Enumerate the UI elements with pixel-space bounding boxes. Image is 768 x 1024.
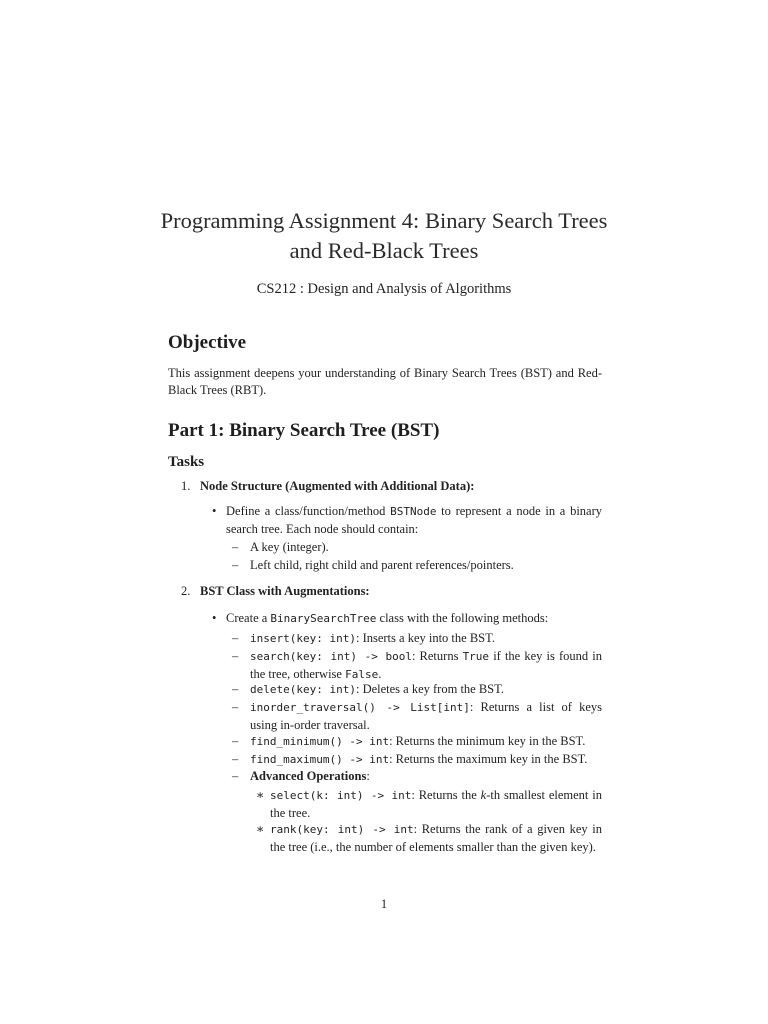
code-fragment: False xyxy=(345,667,379,681)
task-number: 1. xyxy=(181,479,191,493)
method-signature: find_maximum() -> int xyxy=(250,753,390,766)
method-text xyxy=(250,630,602,648)
dash-marker: – xyxy=(232,682,239,696)
dash-marker: – xyxy=(232,734,239,748)
method-text xyxy=(250,648,602,683)
dash-marker: – xyxy=(232,752,239,766)
method-description: : Inserts a key into the BST. xyxy=(355,631,495,645)
method-text xyxy=(270,821,602,855)
method-description: : Returns a list of keys using in-order traversal. xyxy=(250,700,603,732)
method-signature: insert(key: int) xyxy=(250,632,356,645)
method-description: if the key is found in the tree, otherwise xyxy=(250,649,602,681)
method-text xyxy=(250,699,602,733)
bullet-text xyxy=(226,610,602,628)
code-fragment: BinarySearchTree xyxy=(270,612,377,625)
method-text xyxy=(250,733,602,751)
bullet-marker: • xyxy=(212,504,217,518)
method-text xyxy=(250,751,602,769)
colon: : xyxy=(366,769,370,783)
method-description: : Returns the rank of a given key in the tree (i.e., the number of elements smaller than the given key). xyxy=(270,822,603,854)
method-description: : Returns xyxy=(411,649,463,663)
task-number: 2. xyxy=(181,584,191,598)
code-fragment: BSTNode xyxy=(390,505,437,518)
text-fragment: class with the following methods: xyxy=(376,611,549,625)
italic-fragment: k xyxy=(480,788,487,802)
method-signature: select(k: int) -> int xyxy=(270,789,412,802)
objective-heading: Objective xyxy=(168,332,247,353)
text-fragment: Define a class/function/method xyxy=(226,504,391,518)
method-text xyxy=(270,787,602,821)
dash-marker: – xyxy=(232,631,239,645)
task-title: BST Class with Augmentations: xyxy=(200,584,370,598)
method-signature: inorder_traversal() -> List[int] xyxy=(250,701,470,714)
advanced-label-text: Advanced Operations xyxy=(250,769,367,783)
document-title: Programming Assignment 4: Binary Search Trees and Red-Black Trees xyxy=(160,208,608,263)
document-subtitle: CS212 : Design and Analysis of Algorithms xyxy=(256,281,512,297)
dash-marker: – xyxy=(232,649,239,663)
advanced-operations-label xyxy=(250,768,602,785)
method-description: -th smallest element in the tree. xyxy=(270,788,602,820)
dash-text: Left child, right child and parent references/pointers. xyxy=(250,558,514,572)
dash-marker: – xyxy=(232,558,239,572)
method-signature: rank(key: int) -> int xyxy=(270,823,414,836)
objective-paragraph: This assignment deepens your understanding of Binary Search Trees (BST) and Red-Black Trees (RBT). xyxy=(168,366,602,397)
dash-marker: – xyxy=(232,769,239,783)
method-signature: delete(key: int) xyxy=(250,683,356,696)
task-title: Node Structure (Augmented with Additional Data): xyxy=(200,479,475,493)
dash-text: A key (integer). xyxy=(250,540,329,554)
star-marker: ∗ xyxy=(256,822,265,836)
method-description: : Returns the minimum key in the BST. xyxy=(389,734,586,748)
part1-heading: Part 1: Binary Search Tree (BST) xyxy=(168,420,440,441)
method-description: : Returns the xyxy=(411,788,481,802)
method-text xyxy=(250,681,602,699)
code-fragment: True xyxy=(462,650,490,663)
tasks-heading: Tasks xyxy=(168,454,205,470)
text-fragment: Create a xyxy=(226,611,271,625)
bullet-text xyxy=(226,503,602,537)
dash-marker: – xyxy=(232,700,239,714)
method-description: . xyxy=(378,666,382,681)
method-signature: search(key: int) -> bool xyxy=(250,650,412,663)
text-fragment: to represent a node in a binary search tree. Each node should contain: xyxy=(226,504,602,536)
page-number: 1 xyxy=(380,897,388,911)
method-description: : Returns the maximum key in the BST. xyxy=(389,752,588,766)
method-signature: find_minimum() -> int xyxy=(250,735,390,748)
bullet-marker: • xyxy=(212,611,217,625)
method-description: : Deletes a key from the BST. xyxy=(355,682,504,696)
dash-marker: – xyxy=(232,540,239,554)
star-marker: ∗ xyxy=(256,788,265,802)
